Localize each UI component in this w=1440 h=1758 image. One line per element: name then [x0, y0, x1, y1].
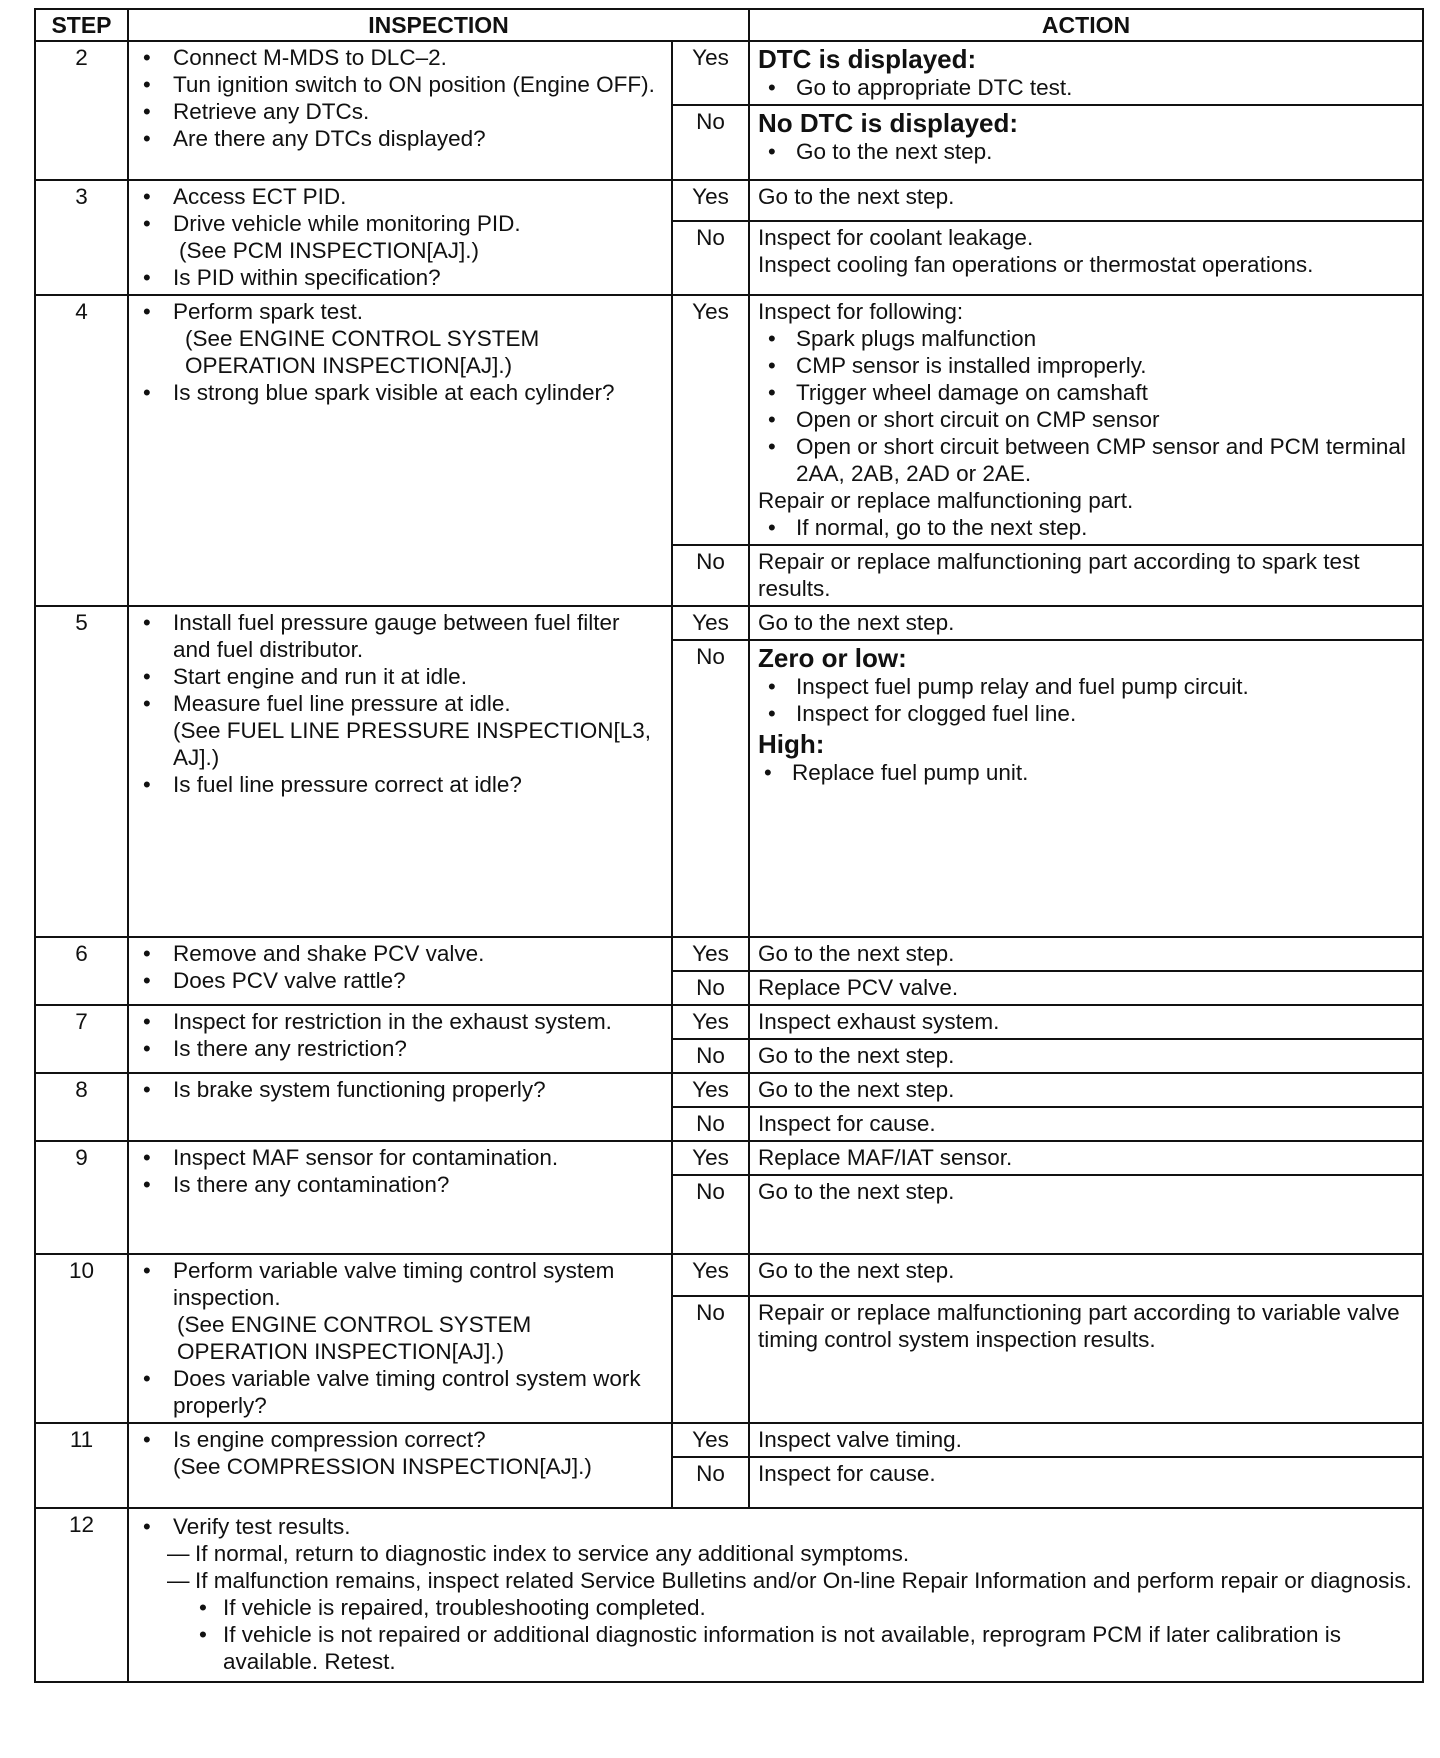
table-row [35, 1423, 1423, 1457]
inspection-item: • Retrieve any DTCs. [137, 98, 663, 125]
no-action-cell: Repair or replace malfunctioning part according to variable valve timing control system inspection results. [749, 1296, 1423, 1423]
step-number: 12 [35, 1508, 128, 1682]
action-item: • Inspect fuel pump relay and fuel pump circuit. [758, 673, 1414, 700]
action-heading: DTC is displayed: [758, 44, 977, 74]
table-row [35, 1073, 1423, 1107]
step-number: 4 [35, 295, 128, 606]
inspection-item: • Measure fuel line pressure at idle. (See FUEL LINE PRESSURE INSPECTION[L3, AJ].) [137, 690, 663, 771]
inspection-cell [128, 295, 672, 606]
action-item: • Replace fuel pump unit. [754, 759, 1414, 786]
table-row [35, 180, 1423, 221]
inspection-cell [128, 1141, 672, 1254]
yes-action-cell: Inspect exhaust system. [749, 1005, 1423, 1039]
inspection-cell [128, 937, 672, 1005]
inspection-cell [128, 1254, 672, 1423]
result-item: — If normal, return to diagnostic index to service any additional symptoms. [167, 1540, 1414, 1567]
inspection-item: • Inspect for restriction in the exhaust system. [137, 1008, 663, 1035]
inspection-item: • Is there any contamination? [137, 1171, 663, 1198]
no-label: No [672, 1296, 749, 1423]
inspection-item: • Is fuel line pressure correct at idle? [137, 771, 663, 798]
yes-action-cell: Go to the next step. [749, 1073, 1423, 1107]
action-column-header: ACTION [749, 9, 1423, 41]
inspection-item: • Perform variable valve timing control system inspection. (See ENGINE CONTROL SYSTEM OPERATION INSPECTION[AJ].) [137, 1257, 663, 1365]
table-row [35, 937, 1423, 971]
no-label: No [672, 1039, 749, 1073]
inspection-cell [128, 180, 672, 295]
action-line: Repair or replace malfunctioning part. [758, 488, 1134, 513]
table-row [35, 41, 1423, 105]
inspection-column-header: INSPECTION [128, 9, 749, 41]
step-number: 6 [35, 937, 128, 1005]
yes-label: Yes [672, 1141, 749, 1175]
yes-label: Yes [672, 1073, 749, 1107]
diagnostic-procedure-document [34, 8, 1422, 1683]
step-column-header: STEP [35, 9, 128, 41]
no-label: No [672, 1175, 749, 1254]
action-line: Inspect for following: [758, 299, 964, 324]
action-item: • Go to the next step. [758, 138, 1414, 165]
yes-label: Yes [672, 606, 749, 640]
inspection-item: • Are there any DTCs displayed? [137, 125, 663, 152]
no-label: No [672, 1457, 749, 1508]
inspection-cell [128, 41, 672, 180]
result-subitem: • If vehicle is not repaired or additional diagnostic information is not available, reprogram PCM if later calibration is available. Retest. [195, 1621, 1414, 1675]
action-item: • Inspect for clogged fuel line. [758, 700, 1414, 727]
diagnostic-table [34, 8, 1424, 1683]
yes-label: Yes [672, 180, 749, 221]
yes-action-cell: Go to the next step. [749, 937, 1423, 971]
table-row [35, 1005, 1423, 1039]
reference-note: (See PCM INSPECTION[AJ].) [179, 238, 480, 263]
action-line: Inspect for coolant leakage. [758, 225, 1034, 251]
inspection-item: • Install fuel pressure gauge between fuel filter and fuel distributor. [137, 609, 663, 663]
inspection-item: • Access ECT PID. [137, 183, 663, 210]
yes-label: Yes [672, 1254, 749, 1296]
yes-action-cell: Go to the next step. [749, 180, 1423, 221]
table-row [35, 1141, 1423, 1175]
action-item: • If normal, go to the next step. [758, 514, 1414, 541]
no-label: No [672, 545, 749, 606]
no-action-cell: Replace PCV valve. [749, 971, 1423, 1005]
inspection-item: • Is PID within specification? [137, 264, 663, 291]
yes-action-cell [749, 41, 1423, 105]
result-item: — If malfunction remains, inspect related Service Bulletins and/or On-line Repair Information and perform repair or diagnosis. [167, 1567, 1414, 1594]
yes-label: Yes [672, 295, 749, 545]
no-action-cell [749, 221, 1423, 295]
no-action-cell: Go to the next step. [749, 1175, 1423, 1254]
step-number: 10 [35, 1254, 128, 1423]
step-number: 5 [35, 606, 128, 937]
yes-action-cell: Inspect valve timing. [749, 1423, 1423, 1457]
inspection-item: • Verify test results. [137, 1513, 1414, 1540]
action-item: • Trigger wheel damage on camshaft [758, 379, 1414, 406]
action-item: • Go to appropriate DTC test. [758, 74, 1414, 101]
inspection-item: • Is brake system functioning properly? [137, 1076, 663, 1103]
step-number: 9 [35, 1141, 128, 1254]
inspection-item: • Does PCV valve rattle? [137, 967, 663, 994]
result-subitem: • If vehicle is repaired, troubleshooting completed. [195, 1594, 1414, 1621]
inspection-cell [128, 1508, 1423, 1682]
no-label: No [672, 1107, 749, 1141]
table-header-row [35, 9, 1423, 41]
reference-note: (See ENGINE CONTROL SYSTEM OPERATION INSPECTION[AJ].) [185, 326, 540, 378]
no-label: No [672, 971, 749, 1005]
no-action-cell: Inspect for cause. [749, 1107, 1423, 1141]
yes-label: Yes [672, 41, 749, 105]
inspection-item: • Is there any restriction? [137, 1035, 663, 1062]
reference-note: (See COMPRESSION INSPECTION[AJ].) [173, 1454, 592, 1479]
reference-note: (See ENGINE CONTROL SYSTEM OPERATION INSPECTION[AJ].) [177, 1312, 532, 1364]
reference-note: (See FUEL LINE PRESSURE INSPECTION[L3, AJ].) [173, 718, 652, 770]
step-number: 2 [35, 41, 128, 180]
inspection-item: • Is strong blue spark visible at each cylinder? [137, 379, 663, 406]
inspection-item: • Tun ignition switch to ON position (Engine OFF). [137, 71, 663, 98]
no-action-cell: Inspect for cause. [749, 1457, 1423, 1508]
no-action-cell [749, 105, 1423, 180]
yes-label: Yes [672, 937, 749, 971]
inspection-item: • Does variable valve timing control system work properly? [137, 1365, 663, 1419]
inspection-item: • Inspect MAF sensor for contamination. [137, 1144, 663, 1171]
table-row [35, 295, 1423, 545]
action-item: • Open or short circuit on CMP sensor [758, 406, 1414, 433]
action-line: Inspect cooling fan operations or thermostat operations. [758, 252, 1314, 278]
inspection-cell [128, 1423, 672, 1508]
yes-action-cell: Go to the next step. [749, 606, 1423, 640]
inspection-item: • Remove and shake PCV valve. [137, 940, 663, 967]
inspection-cell [128, 1005, 672, 1073]
action-item: • CMP sensor is installed improperly. [758, 352, 1414, 379]
no-action-cell: Go to the next step. [749, 1039, 1423, 1073]
inspection-cell [128, 606, 672, 937]
yes-action-cell: Replace MAF/IAT sensor. [749, 1141, 1423, 1175]
table-row [35, 1254, 1423, 1296]
inspection-item: • Is engine compression correct? (See COMPRESSION INSPECTION[AJ].) [137, 1426, 663, 1480]
step-number: 7 [35, 1005, 128, 1073]
inspection-cell [128, 1073, 672, 1141]
yes-action-cell: Go to the next step. [749, 1254, 1423, 1296]
step-number: 8 [35, 1073, 128, 1141]
no-label: No [672, 105, 749, 180]
no-label: No [672, 640, 749, 937]
yes-action-cell [749, 295, 1423, 545]
no-action-cell [749, 640, 1423, 937]
no-label: No [672, 221, 749, 295]
step-number: 11 [35, 1423, 128, 1508]
table-row [35, 606, 1423, 640]
yes-label: Yes [672, 1423, 749, 1457]
action-heading: No DTC is displayed: [758, 108, 1019, 138]
step-number: 3 [35, 180, 128, 295]
inspection-item: • Perform spark test. (See ENGINE CONTROL SYSTEM OPERATION INSPECTION[AJ].) [137, 298, 663, 379]
inspection-item: • Drive vehicle while monitoring PID. (See PCM INSPECTION[AJ].) [137, 210, 663, 264]
inspection-item: • Start engine and run it at idle. [137, 663, 663, 690]
inspection-item: • Connect M-MDS to DLC–2. [137, 44, 663, 71]
action-item: • Spark plugs malfunction [758, 325, 1414, 352]
yes-label: Yes [672, 1005, 749, 1039]
no-action-cell: Repair or replace malfunctioning part according to spark test results. [749, 545, 1423, 606]
action-item: • Open or short circuit between CMP sensor and PCM terminal 2AA, 2AB, 2AD or 2AE. [758, 433, 1414, 487]
action-heading: High: [758, 729, 825, 759]
action-heading: Zero or low: [758, 643, 907, 673]
table-row [35, 1508, 1423, 1682]
